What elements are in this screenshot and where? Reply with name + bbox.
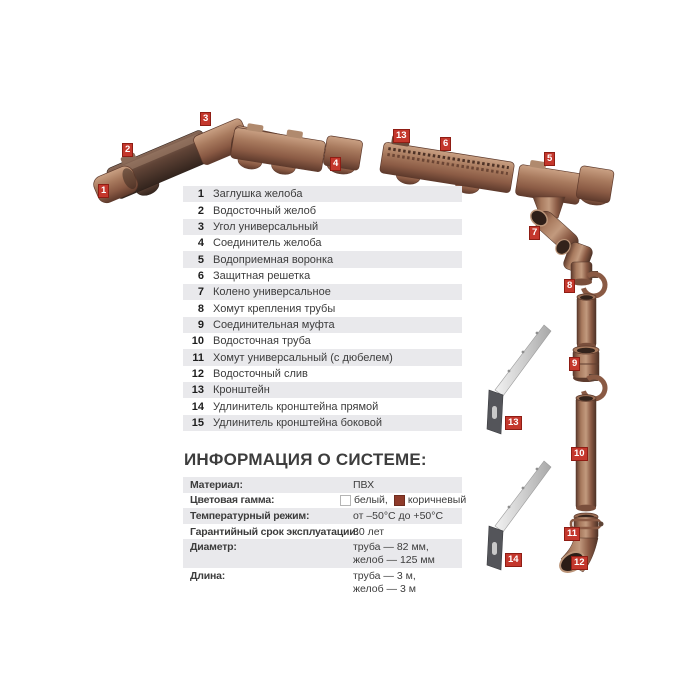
part-name: Хомут универсальный (с дюбелем) (213, 351, 393, 364)
callout-5: 5 (544, 152, 555, 166)
parts-list-row (183, 415, 462, 431)
parts-list-row (183, 284, 462, 300)
parts-list-row (183, 382, 462, 398)
part-number: 6 (197, 269, 204, 282)
info-label: Материал: (190, 478, 243, 491)
info-value: от –50°C до +50°C (353, 509, 444, 522)
part-number: 8 (197, 302, 204, 315)
info-value: ПВХ (353, 478, 375, 491)
info-label: Диаметр: (190, 540, 237, 553)
part-number: 10 (191, 335, 204, 348)
part-number: 5 (197, 253, 204, 266)
part-name: Кронштейн (213, 384, 270, 397)
part-name: Колено универсальное (213, 286, 331, 299)
part-name: Соединительная муфта (213, 318, 335, 331)
part-number: 14 (191, 400, 204, 413)
part-number: 11 (192, 351, 204, 364)
parts-list-row (183, 186, 462, 202)
info-value-line: желоб — 125 мм (353, 553, 435, 566)
callout-8: 8 (564, 279, 575, 293)
callout-13b: 13 (505, 416, 522, 430)
parts-list-row (183, 268, 462, 284)
parts-list-row (183, 349, 462, 365)
info-label: Температурный режим: (190, 509, 310, 522)
info-label: Цветовая гамма: (190, 494, 275, 507)
part-name: Угол универсальный (213, 220, 319, 233)
part-name: Водосточный желоб (213, 204, 317, 217)
info-row-temperature (183, 508, 462, 524)
callout-12: 12 (571, 556, 588, 570)
info-value (353, 541, 435, 567)
info-value (353, 570, 416, 596)
brown-color-swatch (394, 495, 405, 506)
info-value: 30 лет (353, 525, 385, 538)
parts-list-row (183, 333, 462, 349)
parts-list-row (183, 317, 462, 333)
gutter-end-piece (575, 165, 614, 207)
part-name: Соединитель желоба (213, 237, 322, 250)
parts-list-row (183, 251, 462, 267)
white-color-swatch (340, 495, 351, 506)
callout-11: 11 (564, 527, 580, 541)
info-row-colors (183, 493, 467, 509)
info-value-line: желоб — 3 м (353, 582, 416, 595)
parts-list (183, 186, 462, 431)
callout-4: 4 (330, 157, 341, 171)
parts-list-row (183, 202, 462, 218)
elbow (528, 207, 594, 286)
callout-1: 1 (98, 184, 109, 198)
funnel (515, 158, 584, 218)
part-number: 9 (197, 318, 204, 331)
callout-10: 10 (571, 447, 588, 461)
part-number: 15 (191, 416, 204, 429)
info-row-warranty (183, 524, 462, 540)
part-number: 12 (191, 367, 204, 380)
part-name: Водоприемная воронка (213, 253, 334, 266)
info-label: Длина: (190, 569, 226, 582)
downpipe-short (577, 294, 596, 349)
parts-list-row (183, 366, 462, 382)
system-info-title: ИНФОРМАЦИЯ О СИСТЕМЕ: (184, 450, 427, 469)
part-name: Заглушка желоба (213, 188, 303, 201)
system-info-table (183, 477, 467, 597)
parts-list-row (183, 300, 462, 316)
part-name: Защитная решетка (213, 269, 311, 282)
part-number: 1 (197, 188, 204, 201)
info-row-diameter (183, 539, 462, 568)
part-name: Удлинитель кронштейна прямой (213, 400, 379, 413)
callout-3: 3 (200, 112, 211, 126)
part-name: Удлинитель кронштейна боковой (213, 416, 383, 429)
gutter-section (229, 121, 327, 180)
parts-list-row (183, 219, 462, 235)
part-number: 2 (197, 204, 204, 217)
gutter-connector (322, 135, 363, 176)
part-number: 4 (197, 237, 204, 250)
parts-list-row (183, 235, 462, 251)
part-number: 3 (197, 220, 204, 233)
callout-6: 6 (440, 137, 451, 151)
part-number: 13 (191, 384, 204, 397)
brown-color-name: коричневый (407, 494, 467, 507)
info-row-material (183, 477, 462, 493)
white-color-name: белый, (354, 494, 388, 507)
callout-14: 14 (505, 553, 522, 567)
callout-2: 2 (122, 143, 133, 157)
part-name: Хомут крепления трубы (213, 302, 336, 315)
color-swatches (340, 494, 469, 506)
callout-9: 9 (569, 357, 580, 371)
info-row-length (183, 568, 462, 597)
info-label: Гарантийный срок эксплуатации: (190, 525, 359, 538)
part-name: Водосточный слив (213, 367, 308, 380)
callout-13a: 13 (393, 129, 410, 143)
info-value-line: труба — 82 мм, (353, 540, 429, 553)
part-name: Водосточная труба (213, 335, 311, 348)
info-value-line: труба — 3 м, (353, 569, 416, 582)
parts-list-row (183, 398, 462, 414)
part-number: 7 (197, 286, 204, 299)
callout-7: 7 (529, 226, 540, 240)
